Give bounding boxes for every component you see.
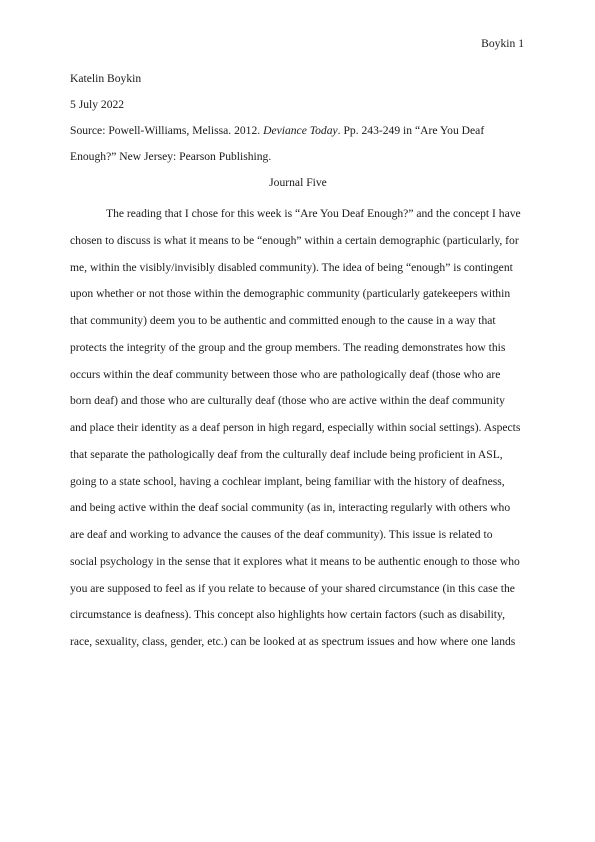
- source-title-italic: Deviance Today: [263, 124, 338, 137]
- source-prefix: Source: Powell-Williams, Melissa. 2012.: [70, 124, 264, 137]
- author-name: Katelin Boykin: [70, 72, 142, 85]
- body-line: born deaf) and those who are culturally deaf (those who are active within the deaf community: [70, 394, 505, 408]
- body-line: race, sexuality, class, gender, etc.) can be looked at as spectrum issues and how where one lands: [70, 635, 516, 648]
- running-header: Boykin 1: [481, 37, 524, 50]
- body-line: that separate the pathologically deaf from the culturally deaf include being proficient in ASL,: [70, 447, 503, 461]
- body-line: me, within the visibly/invisibly disabled community). The idea of being “enough” is contingent: [70, 260, 513, 274]
- body-line: circumstance is deafness). This concept also highlights how certain factors (such as disability,: [70, 608, 505, 622]
- body-line: protects the integrity of the group and the group members. The reading demonstrates how this: [70, 340, 506, 354]
- body-line: and being active within the deaf social community (as in, interacting regularly with others who: [70, 501, 511, 515]
- source-citation-line1: [70, 124, 484, 137]
- document-title: Journal Five: [269, 176, 327, 189]
- body-line: upon whether or not those within the demographic community (particularly gatekeepers within: [70, 287, 511, 301]
- source-citation-line2: Enough?” New Jersey: Pearson Publishing.: [70, 150, 272, 163]
- body-line: social psychology in the sense that it explores what it means to be authentic enough to those who: [70, 554, 520, 568]
- source-suffix: . Pp. 243-249 in “Are You Deaf: [337, 124, 485, 137]
- body-line: and place their identity as a deaf person in high regard, especially within social settings). Aspects: [70, 421, 521, 434]
- body-line: chosen to discuss is what it means to be “enough” within a certain demographic (particularly, for: [70, 233, 519, 247]
- body-line: occurs within the deaf community between those who are pathologically deaf (those who are: [70, 367, 501, 381]
- date: 5 July 2022: [70, 98, 125, 111]
- body-line: that community) deem you to be authentic and committed enough to the cause in a way that: [70, 314, 496, 327]
- body-line: going to a state school, having a cochlear implant, being familiar with the history of deafness,: [70, 474, 505, 488]
- body-line: you are supposed to feel as if you relate to because of your shared circumstance (in this case the: [70, 581, 515, 595]
- body-line: are deaf and working to advance the causes of the deaf community). This issue is related to: [70, 528, 493, 541]
- body-line: The reading that I chose for this week is “Are You Deaf Enough?” and the concept I have: [106, 207, 521, 220]
